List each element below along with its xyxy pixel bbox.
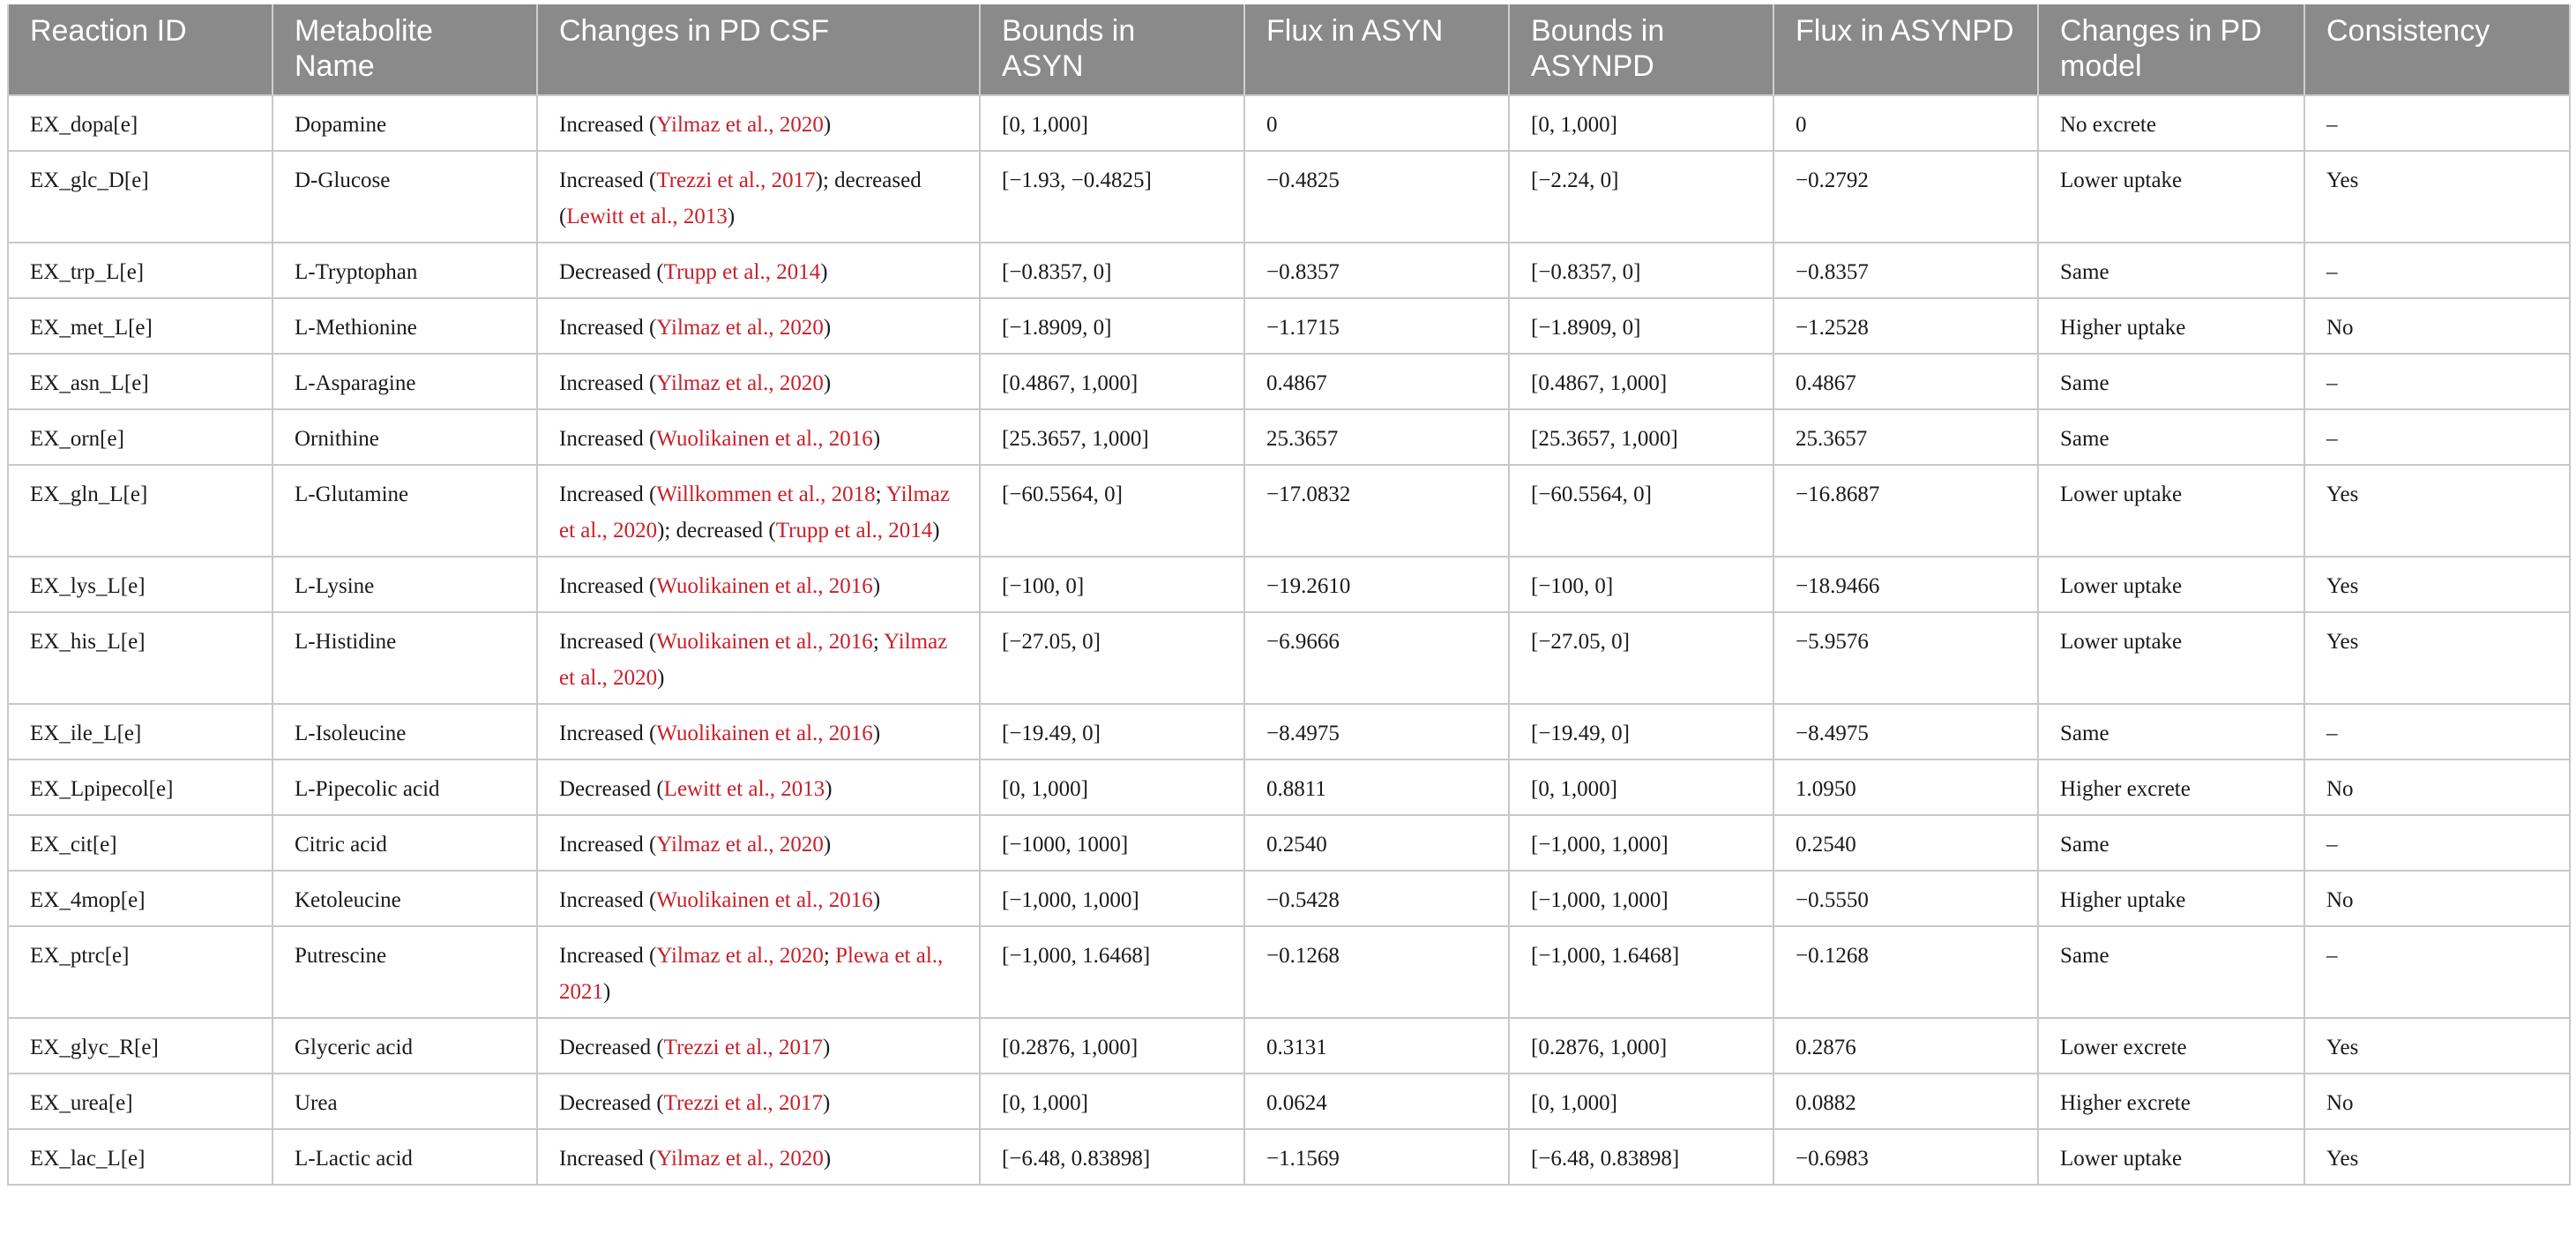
cell-changes-pd-csf <box>537 1129 980 1185</box>
cell-flux-asyn: −0.4825 <box>1244 151 1509 243</box>
changes-text: ) <box>603 980 611 1004</box>
cell-flux-asynpd: −18.9466 <box>1773 557 2038 612</box>
header-metabolite-name: Metabolite Name <box>273 4 537 95</box>
header-bounds-asynpd: Bounds in ASYNPD <box>1509 4 1773 95</box>
cell-bounds-asyn: [0, 1,000] <box>980 759 1244 815</box>
cell-consistency: No <box>2304 871 2570 926</box>
changes-text: Increased ( <box>559 316 657 340</box>
cell-changes-pd-model: Lower excrete <box>2038 1018 2304 1074</box>
cell-flux-asynpd: −1.2528 <box>1773 298 2038 354</box>
citation-link[interactable]: Yilmaz et al., 2020 <box>559 630 948 690</box>
cell-flux-asyn: 0.8811 <box>1244 759 1509 815</box>
cell-flux-asyn: −8.4975 <box>1244 704 1509 759</box>
cell-consistency: No <box>2304 759 2570 815</box>
cell-metabolite-name: Citric acid <box>273 815 537 871</box>
cell-metabolite-name: Dopamine <box>273 95 537 151</box>
table-row <box>8 612 2570 704</box>
cell-bounds-asynpd: [0, 1,000] <box>1509 1074 1773 1129</box>
table-row <box>8 759 2570 815</box>
changes-text: ) <box>657 666 665 690</box>
cell-bounds-asynpd: [−60.5564, 0] <box>1509 465 1773 557</box>
cell-flux-asyn: −0.8357 <box>1244 243 1509 298</box>
cell-changes-pd-csf <box>537 815 980 871</box>
cell-flux-asynpd: −0.1268 <box>1773 926 2038 1018</box>
citation-link[interactable]: Trupp et al., 2014 <box>775 519 933 542</box>
cell-metabolite-name: L-Lysine <box>273 557 537 612</box>
citation-link[interactable]: Yilmaz et al., 2020 <box>656 113 824 137</box>
table-row <box>8 1074 2570 1129</box>
cell-consistency: – <box>2304 815 2570 871</box>
table-row <box>8 243 2570 298</box>
table-row <box>8 409 2570 465</box>
cell-flux-asynpd: −0.2792 <box>1773 151 2038 243</box>
cell-consistency: – <box>2304 704 2570 759</box>
cell-consistency: No <box>2304 1074 2570 1129</box>
cell-metabolite-name: L-Isoleucine <box>273 704 537 759</box>
changes-text: Increased ( <box>559 371 657 395</box>
header-changes-pd-model: Changes in PD model <box>2038 4 2304 95</box>
cell-bounds-asyn: [−1.93, −0.4825] <box>980 151 1244 243</box>
cell-changes-pd-csf <box>537 95 980 151</box>
cell-changes-pd-model: Same <box>2038 926 2304 1018</box>
cell-flux-asynpd: 1.0950 <box>1773 759 2038 815</box>
cell-flux-asynpd: 0.4867 <box>1773 354 2038 409</box>
cell-reaction-id: EX_asn_L[e] <box>8 354 273 409</box>
changes-text: ) <box>727 205 735 228</box>
cell-flux-asynpd: −8.4975 <box>1773 704 2038 759</box>
cell-bounds-asyn: [0.4867, 1,000] <box>980 354 1244 409</box>
cell-reaction-id: EX_ile_L[e] <box>8 704 273 759</box>
cell-flux-asynpd: 0.2876 <box>1773 1018 2038 1074</box>
cell-bounds-asyn: [−100, 0] <box>980 557 1244 612</box>
changes-text: ; <box>823 944 836 968</box>
cell-consistency: No <box>2304 298 2570 354</box>
citation-link[interactable]: Trezzi et al., 2017 <box>663 1036 823 1059</box>
changes-text: Increased ( <box>559 168 657 192</box>
cell-changes-pd-model: Lower uptake <box>2038 612 2304 704</box>
cell-metabolite-name: Urea <box>273 1074 537 1129</box>
header-bounds-asyn: Bounds in ASYN <box>980 4 1244 95</box>
cell-flux-asyn: −19.2610 <box>1244 557 1509 612</box>
cell-changes-pd-model: Lower uptake <box>2038 151 2304 243</box>
changes-text: ) <box>825 777 833 801</box>
citation-link[interactable]: Plewa et al., 2021 <box>559 944 944 1004</box>
changes-text: ) <box>932 519 940 542</box>
cell-reaction-id: EX_cit[e] <box>8 815 273 871</box>
changes-text: ) <box>823 1147 832 1171</box>
citation-link[interactable]: Wuolikainen et al., 2016 <box>656 722 873 745</box>
cell-flux-asyn: −0.1268 <box>1244 926 1509 1018</box>
header-row <box>8 4 2570 95</box>
table-row <box>8 926 2570 1018</box>
cell-bounds-asyn: [0, 1,000] <box>980 95 1244 151</box>
citation-link[interactable]: Yilmaz et al., 2020 <box>656 371 824 395</box>
table-body <box>8 95 2570 1185</box>
citation-link[interactable]: Willkommen et al., 2018 <box>656 483 876 506</box>
cell-changes-pd-model: Same <box>2038 354 2304 409</box>
cell-reaction-id: EX_glc_D[e] <box>8 151 273 243</box>
header-reaction-id: Reaction ID <box>8 4 273 95</box>
cell-metabolite-name: D-Glucose <box>273 151 537 243</box>
cell-flux-asynpd: −16.8687 <box>1773 465 2038 557</box>
reaction-table <box>7 4 2571 1186</box>
changes-text: Increased ( <box>559 574 657 598</box>
cell-flux-asynpd: −5.9576 <box>1773 612 2038 704</box>
cell-changes-pd-model: Higher excrete <box>2038 759 2304 815</box>
cell-consistency: – <box>2304 95 2570 151</box>
cell-bounds-asyn: [25.3657, 1,000] <box>980 409 1244 465</box>
cell-bounds-asyn: [−1,000, 1,000] <box>980 871 1244 926</box>
changes-text: ) <box>823 833 832 857</box>
changes-text: Decreased ( <box>559 777 664 801</box>
changes-text: ); decreased ( <box>559 168 922 228</box>
cell-flux-asyn: −1.1715 <box>1244 298 1509 354</box>
cell-changes-pd-csf <box>537 298 980 354</box>
cell-reaction-id: EX_ptrc[e] <box>8 926 273 1018</box>
changes-text: Decreased ( <box>559 1036 664 1059</box>
cell-bounds-asynpd: [−1,000, 1,000] <box>1509 871 1773 926</box>
table-row <box>8 95 2570 151</box>
table-header <box>8 4 2570 95</box>
cell-consistency: Yes <box>2304 612 2570 704</box>
table-row <box>8 557 2570 612</box>
cell-flux-asyn: −1.1569 <box>1244 1129 1509 1185</box>
cell-bounds-asyn: [−0.8357, 0] <box>980 243 1244 298</box>
changes-text: Increased ( <box>559 888 657 912</box>
changes-text: ) <box>872 888 881 912</box>
cell-bounds-asynpd: [−0.8357, 0] <box>1509 243 1773 298</box>
cell-changes-pd-csf <box>537 704 980 759</box>
citation-link[interactable]: Yilmaz et al., 2020 <box>656 944 824 968</box>
cell-reaction-id: EX_his_L[e] <box>8 612 273 704</box>
header-flux-asynpd: Flux in ASYNPD <box>1773 4 2038 95</box>
cell-flux-asyn: 0.0624 <box>1244 1074 1509 1129</box>
cell-consistency: – <box>2304 409 2570 465</box>
table-container <box>7 4 2569 1186</box>
cell-flux-asyn: −6.9666 <box>1244 612 1509 704</box>
cell-changes-pd-csf <box>537 243 980 298</box>
cell-reaction-id: EX_4mop[e] <box>8 871 273 926</box>
cell-changes-pd-csf <box>537 871 980 926</box>
cell-changes-pd-csf <box>537 926 980 1018</box>
cell-metabolite-name: L-Histidine <box>273 612 537 704</box>
changes-text: ) <box>823 113 832 137</box>
table-row <box>8 871 2570 926</box>
cell-bounds-asynpd: [−1,000, 1.6468] <box>1509 926 1773 1018</box>
cell-consistency: Yes <box>2304 151 2570 243</box>
citation-link[interactable]: Trezzi et al., 2017 <box>656 168 816 192</box>
citation-link[interactable]: Wuolikainen et al., 2016 <box>656 888 873 912</box>
table-row <box>8 354 2570 409</box>
header-flux-asyn: Flux in ASYN <box>1244 4 1509 95</box>
cell-bounds-asynpd: [−19.49, 0] <box>1509 704 1773 759</box>
cell-consistency: Yes <box>2304 465 2570 557</box>
cell-reaction-id: EX_urea[e] <box>8 1074 273 1129</box>
cell-changes-pd-model: Lower uptake <box>2038 1129 2304 1185</box>
header-consistency: Consistency <box>2304 4 2570 95</box>
citation-link[interactable]: Lewitt et al., 2013 <box>566 205 728 228</box>
cell-reaction-id: EX_gln_L[e] <box>8 465 273 557</box>
cell-bounds-asynpd: [0, 1,000] <box>1509 95 1773 151</box>
cell-metabolite-name: L-Asparagine <box>273 354 537 409</box>
changes-text: ) <box>822 1036 831 1059</box>
cell-changes-pd-model: Same <box>2038 409 2304 465</box>
changes-text: ) <box>822 1091 831 1115</box>
changes-text: Increased ( <box>559 722 657 745</box>
cell-changes-pd-csf <box>537 612 980 704</box>
changes-text: Increased ( <box>559 113 657 137</box>
cell-metabolite-name: L-Glutamine <box>273 465 537 557</box>
cell-bounds-asynpd: [25.3657, 1,000] <box>1509 409 1773 465</box>
cell-flux-asynpd: 0.0882 <box>1773 1074 2038 1129</box>
cell-bounds-asyn: [−19.49, 0] <box>980 704 1244 759</box>
cell-consistency: – <box>2304 243 2570 298</box>
changes-text: ) <box>872 427 881 451</box>
cell-consistency: – <box>2304 926 2570 1018</box>
cell-reaction-id: EX_orn[e] <box>8 409 273 465</box>
cell-flux-asynpd: 0 <box>1773 95 2038 151</box>
cell-changes-pd-csf <box>537 1018 980 1074</box>
cell-reaction-id: EX_glyc_R[e] <box>8 1018 273 1074</box>
cell-changes-pd-csf <box>537 759 980 815</box>
cell-bounds-asyn: [0.2876, 1,000] <box>980 1018 1244 1074</box>
cell-reaction-id: EX_trp_L[e] <box>8 243 273 298</box>
citation-link[interactable]: Yilmaz et al., 2020 <box>656 1147 824 1171</box>
cell-bounds-asynpd: [0, 1,000] <box>1509 759 1773 815</box>
cell-changes-pd-csf <box>537 1074 980 1129</box>
cell-reaction-id: EX_dopa[e] <box>8 95 273 151</box>
cell-changes-pd-model: Same <box>2038 704 2304 759</box>
cell-metabolite-name: Ornithine <box>273 409 537 465</box>
changes-text: Increased ( <box>559 833 657 857</box>
citation-link[interactable]: Wuolikainen et al., 2016 <box>656 427 873 451</box>
cell-flux-asyn: 0.4867 <box>1244 354 1509 409</box>
table-row <box>8 465 2570 557</box>
header-changes-pd-csf: Changes in PD CSF <box>537 4 980 95</box>
cell-flux-asynpd: −0.5550 <box>1773 871 2038 926</box>
cell-changes-pd-csf <box>537 151 980 243</box>
cell-bounds-asyn: [−6.48, 0.83898] <box>980 1129 1244 1185</box>
cell-metabolite-name: Ketoleucine <box>273 871 537 926</box>
cell-changes-pd-model: Same <box>2038 243 2304 298</box>
cell-bounds-asynpd: [−1.8909, 0] <box>1509 298 1773 354</box>
cell-changes-pd-model: Higher uptake <box>2038 871 2304 926</box>
cell-flux-asynpd: −0.6983 <box>1773 1129 2038 1185</box>
cell-reaction-id: EX_Lpipecol[e] <box>8 759 273 815</box>
cell-bounds-asyn: [−1000, 1000] <box>980 815 1244 871</box>
cell-bounds-asynpd: [−1,000, 1,000] <box>1509 815 1773 871</box>
cell-consistency: – <box>2304 354 2570 409</box>
citation-link[interactable]: Wuolikainen et al., 2016 <box>656 574 873 598</box>
cell-bounds-asyn: [−60.5564, 0] <box>980 465 1244 557</box>
cell-bounds-asynpd: [−6.48, 0.83898] <box>1509 1129 1773 1185</box>
cell-metabolite-name: Glyceric acid <box>273 1018 537 1074</box>
changes-text: Decreased ( <box>559 260 664 284</box>
cell-flux-asyn: 25.3657 <box>1244 409 1509 465</box>
cell-bounds-asynpd: [−100, 0] <box>1509 557 1773 612</box>
cell-changes-pd-csf <box>537 354 980 409</box>
cell-consistency: Yes <box>2304 1018 2570 1074</box>
cell-metabolite-name: Putrescine <box>273 926 537 1018</box>
citation-link[interactable]: Trezzi et al., 2017 <box>663 1091 823 1115</box>
cell-flux-asyn: 0.2540 <box>1244 815 1509 871</box>
cell-changes-pd-csf <box>537 409 980 465</box>
cell-flux-asynpd: 25.3657 <box>1773 409 2038 465</box>
cell-reaction-id: EX_lac_L[e] <box>8 1129 273 1185</box>
cell-flux-asyn: −0.5428 <box>1244 871 1509 926</box>
cell-changes-pd-model: No excrete <box>2038 95 2304 151</box>
table-row <box>8 704 2570 759</box>
cell-bounds-asynpd: [−2.24, 0] <box>1509 151 1773 243</box>
changes-text: ; <box>872 630 885 654</box>
changes-text: Increased ( <box>559 944 657 968</box>
changes-text: ) <box>823 371 832 395</box>
changes-text: ) <box>872 722 881 745</box>
cell-metabolite-name: L-Lactic acid <box>273 1129 537 1185</box>
citation-link[interactable]: Yilmaz et al., 2020 <box>656 833 824 857</box>
cell-flux-asynpd: −0.8357 <box>1773 243 2038 298</box>
changes-text: ) <box>820 260 828 284</box>
changes-text: Increased ( <box>559 630 657 654</box>
cell-bounds-asyn: [−1.8909, 0] <box>980 298 1244 354</box>
table-row <box>8 815 2570 871</box>
changes-text: ) <box>823 316 832 340</box>
citation-link[interactable]: Wuolikainen et al., 2016 <box>656 630 873 654</box>
table-row <box>8 151 2570 243</box>
cell-changes-pd-model: Higher excrete <box>2038 1074 2304 1129</box>
cell-changes-pd-csf <box>537 557 980 612</box>
cell-metabolite-name: L-Pipecolic acid <box>273 759 537 815</box>
cell-changes-pd-csf <box>537 465 980 557</box>
changes-text: ); decreased ( <box>657 519 776 542</box>
cell-flux-asyn: 0.3131 <box>1244 1018 1509 1074</box>
citation-link[interactable]: Yilmaz et al., 2020 <box>559 483 951 542</box>
cell-bounds-asyn: [−27.05, 0] <box>980 612 1244 704</box>
changes-text: ) <box>872 574 881 598</box>
cell-metabolite-name: L-Tryptophan <box>273 243 537 298</box>
citation-link[interactable]: Yilmaz et al., 2020 <box>656 316 824 340</box>
cell-bounds-asynpd: [−27.05, 0] <box>1509 612 1773 704</box>
changes-text: Increased ( <box>559 427 657 451</box>
cell-bounds-asyn: [0, 1,000] <box>980 1074 1244 1129</box>
citation-link[interactable]: Trupp et al., 2014 <box>663 260 821 284</box>
changes-text: ; <box>875 483 886 506</box>
cell-reaction-id: EX_lys_L[e] <box>8 557 273 612</box>
changes-text: Increased ( <box>559 483 657 506</box>
changes-text: Increased ( <box>559 1147 657 1171</box>
table-row <box>8 1129 2570 1185</box>
cell-reaction-id: EX_met_L[e] <box>8 298 273 354</box>
cell-flux-asynpd: 0.2540 <box>1773 815 2038 871</box>
cell-consistency: Yes <box>2304 557 2570 612</box>
cell-changes-pd-model: Lower uptake <box>2038 465 2304 557</box>
cell-changes-pd-model: Higher uptake <box>2038 298 2304 354</box>
changes-text: Decreased ( <box>559 1091 664 1115</box>
cell-bounds-asynpd: [0.2876, 1,000] <box>1509 1018 1773 1074</box>
cell-metabolite-name: L-Methionine <box>273 298 537 354</box>
cell-bounds-asynpd: [0.4867, 1,000] <box>1509 354 1773 409</box>
cell-changes-pd-model: Lower uptake <box>2038 557 2304 612</box>
table-row <box>8 1018 2570 1074</box>
cell-flux-asyn: 0 <box>1244 95 1509 151</box>
cell-bounds-asyn: [−1,000, 1.6468] <box>980 926 1244 1018</box>
cell-consistency: Yes <box>2304 1129 2570 1185</box>
table-row <box>8 298 2570 354</box>
citation-link[interactable]: Lewitt et al., 2013 <box>663 777 825 801</box>
cell-changes-pd-model: Same <box>2038 815 2304 871</box>
cell-flux-asyn: −17.0832 <box>1244 465 1509 557</box>
